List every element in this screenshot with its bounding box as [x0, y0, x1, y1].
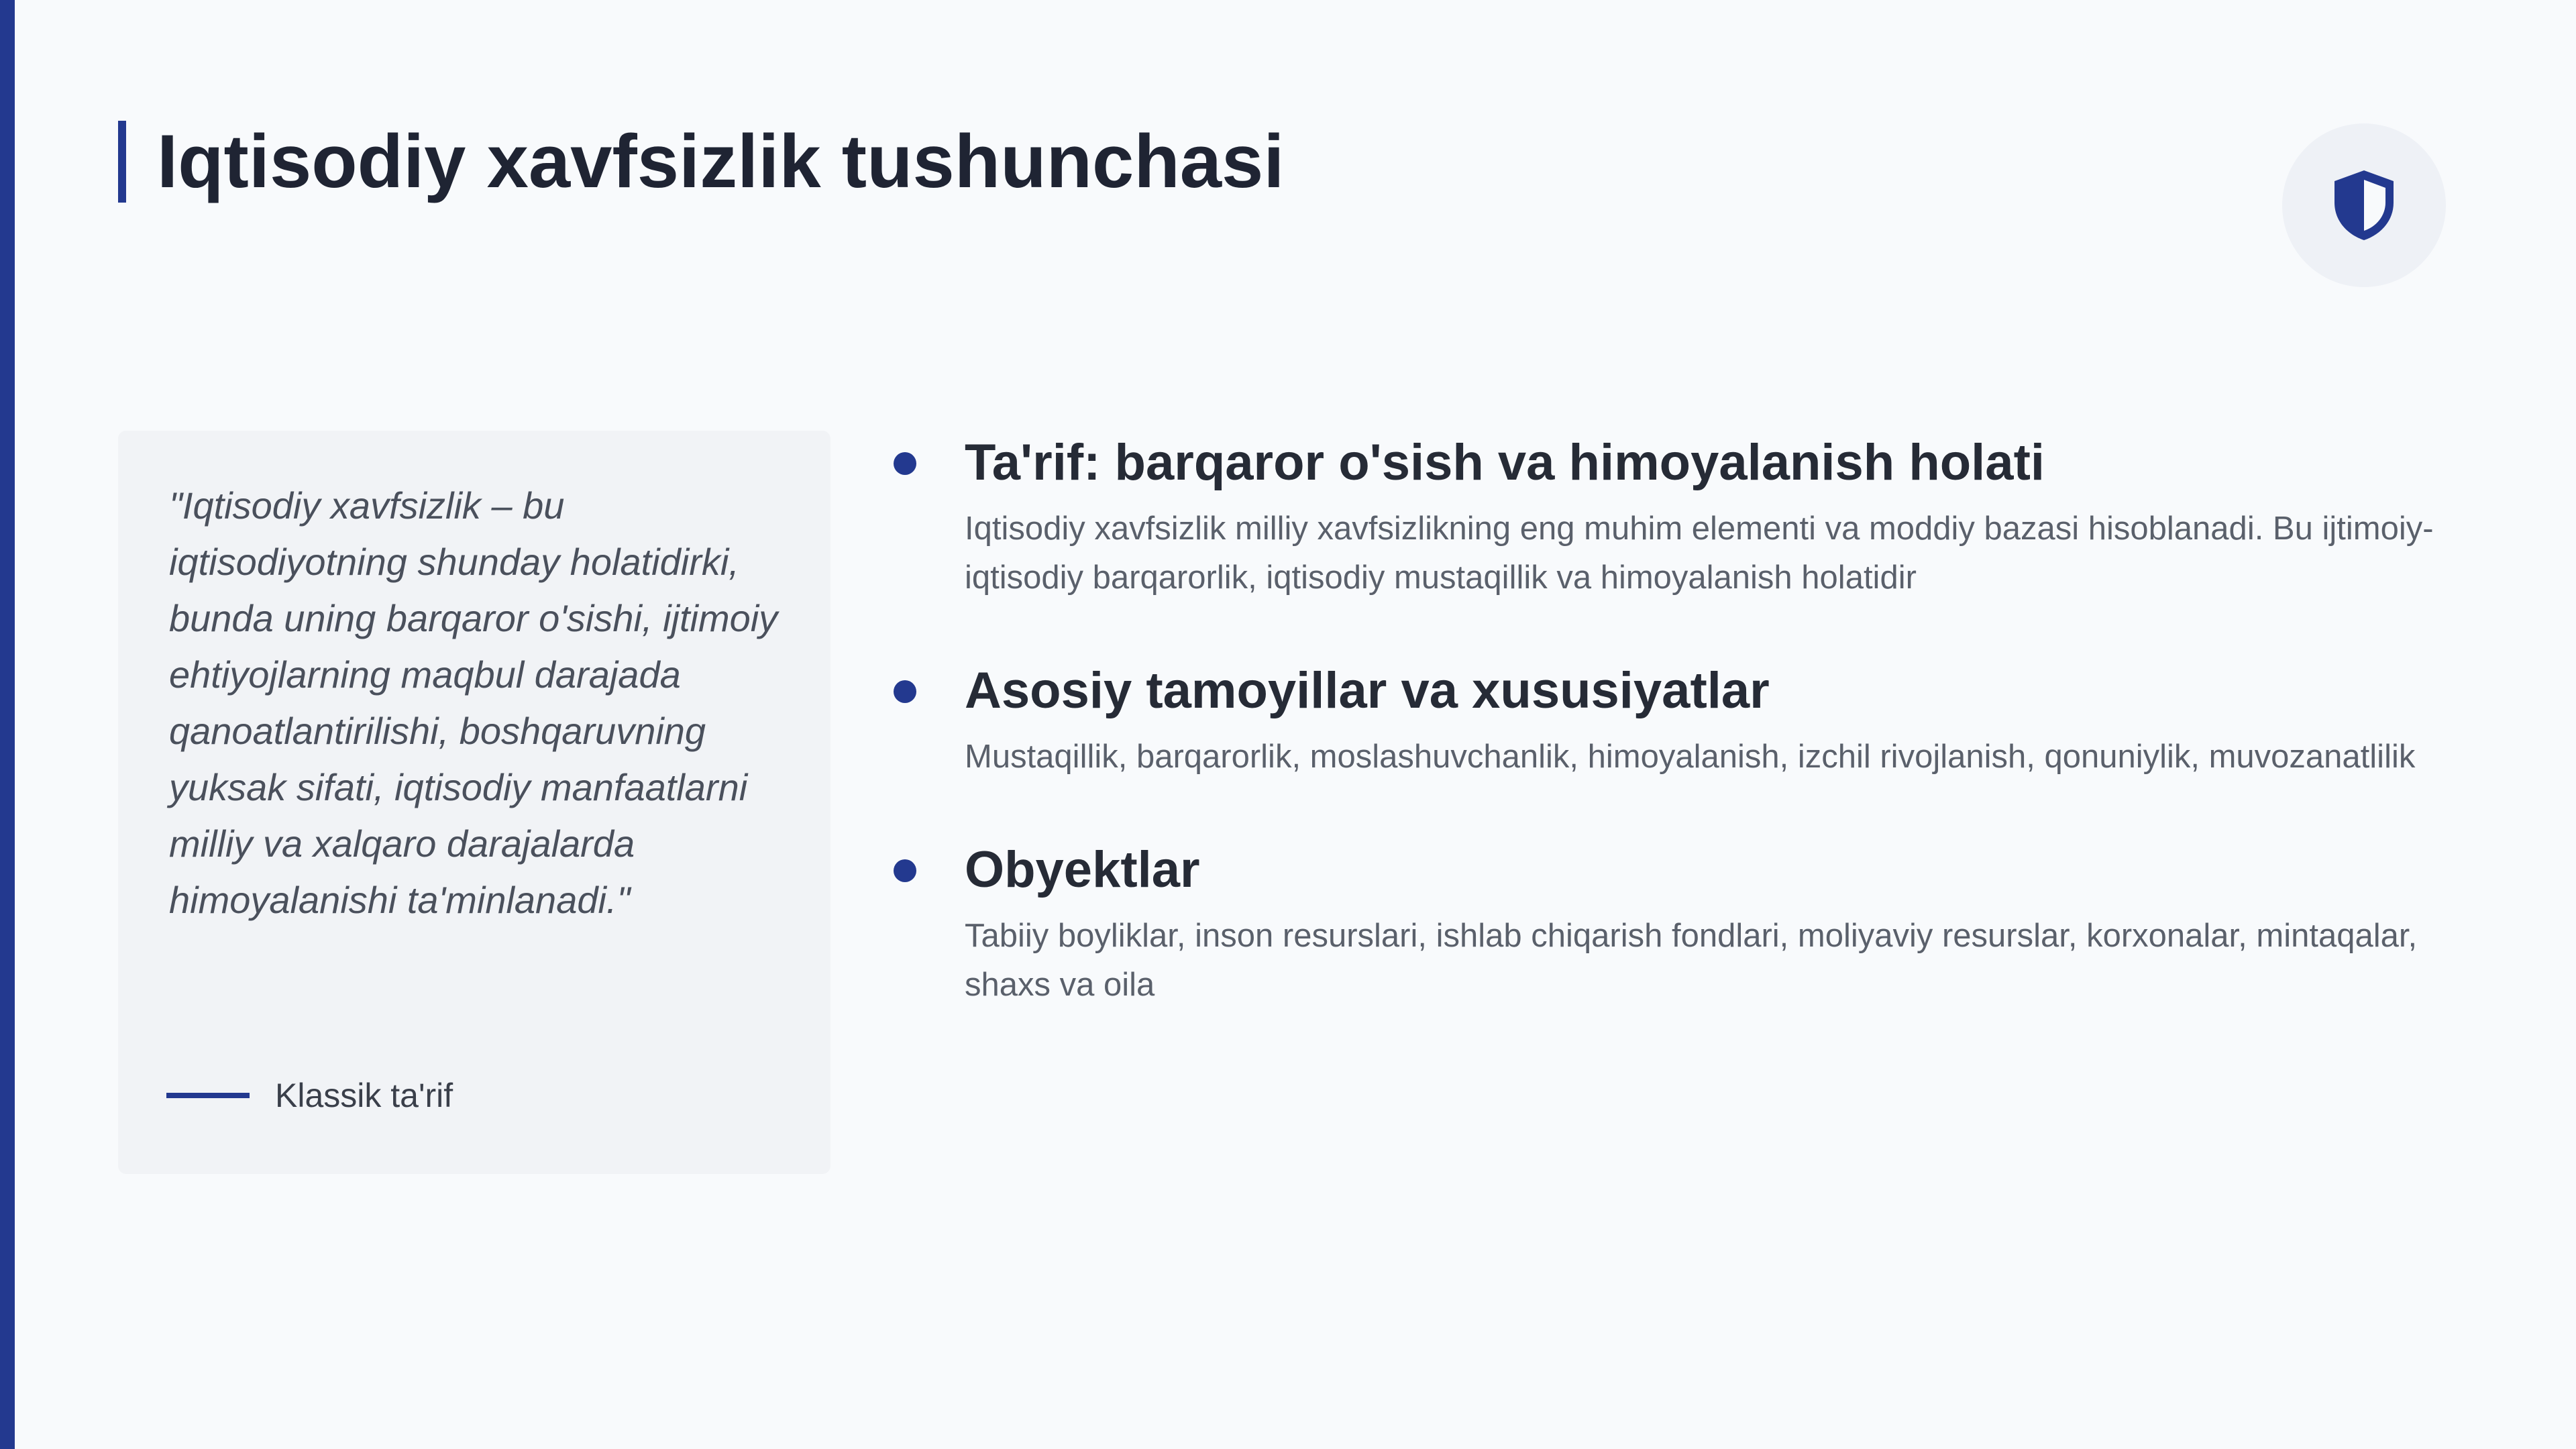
bullet-description: Mustaqillik, barqarorlik, moslashuvchanlik, himoyalanish, izchil rivojlanish, qonuniylik, muvozanatlilik	[965, 739, 2416, 775]
page-title: Iqtisodiy xavfsizlik tushunchasi	[157, 119, 1285, 203]
left-accent-bar	[0, 0, 15, 1449]
bullet-item-definition	[891, 429, 2434, 602]
bullet-description: Tabiiy boyliklar, inson resurslari, ishlab chiqarish fondlari, moliyaviy resurslar, korxonalar, mintaqalar, shaxs va oila	[965, 918, 2418, 1003]
quote-attribution	[166, 1076, 453, 1115]
quote-text: "Iqtisodiy xavfsizlik – bu iqtisodiyotning shunday holatidirki, bunda uning barqaror o'sishi, ijtimoiy ehtiyojlarning maqbul darajada qanoatlantirilishi, boshqaruvning yuksak sifati, iqtisodiy manfaatlarni milliy va xalqaro darajalarda himoyalanishi ta'minlanadi."	[169, 484, 778, 921]
quote-card	[118, 431, 830, 1174]
shield-badge	[2282, 123, 2446, 287]
bullet-item-objects	[891, 837, 2434, 1010]
title-accent-bar	[118, 121, 126, 203]
bullet-dot	[894, 452, 916, 475]
bullet-dot	[894, 859, 916, 882]
bullet-heading: Ta'rif: barqaror o'sish va himoyalanish holati	[965, 434, 2045, 491]
bullet-heading: Asosiy tamoyillar va xususiyatlar	[965, 662, 1770, 719]
bullet-heading: Obyektlar	[965, 841, 1200, 898]
title-block	[118, 121, 1284, 203]
shield-icon	[2329, 168, 2399, 243]
bullet-item-principles	[891, 657, 2434, 782]
bullet-description: Iqtisodiy xavfsizlik milliy xavfsizlikning eng muhim elementi va moddiy bazasi hisoblanadi. Bu ijtimoiy-iqtisodiy barqarorlik, iqtisodiy mustaqillik va himoyalanish holatidir	[965, 511, 2434, 596]
bullet-list	[891, 429, 2434, 1065]
attribution-line	[166, 1093, 250, 1098]
attribution-label: Klassik ta'rif	[275, 1077, 453, 1114]
bullet-dot	[894, 680, 916, 703]
